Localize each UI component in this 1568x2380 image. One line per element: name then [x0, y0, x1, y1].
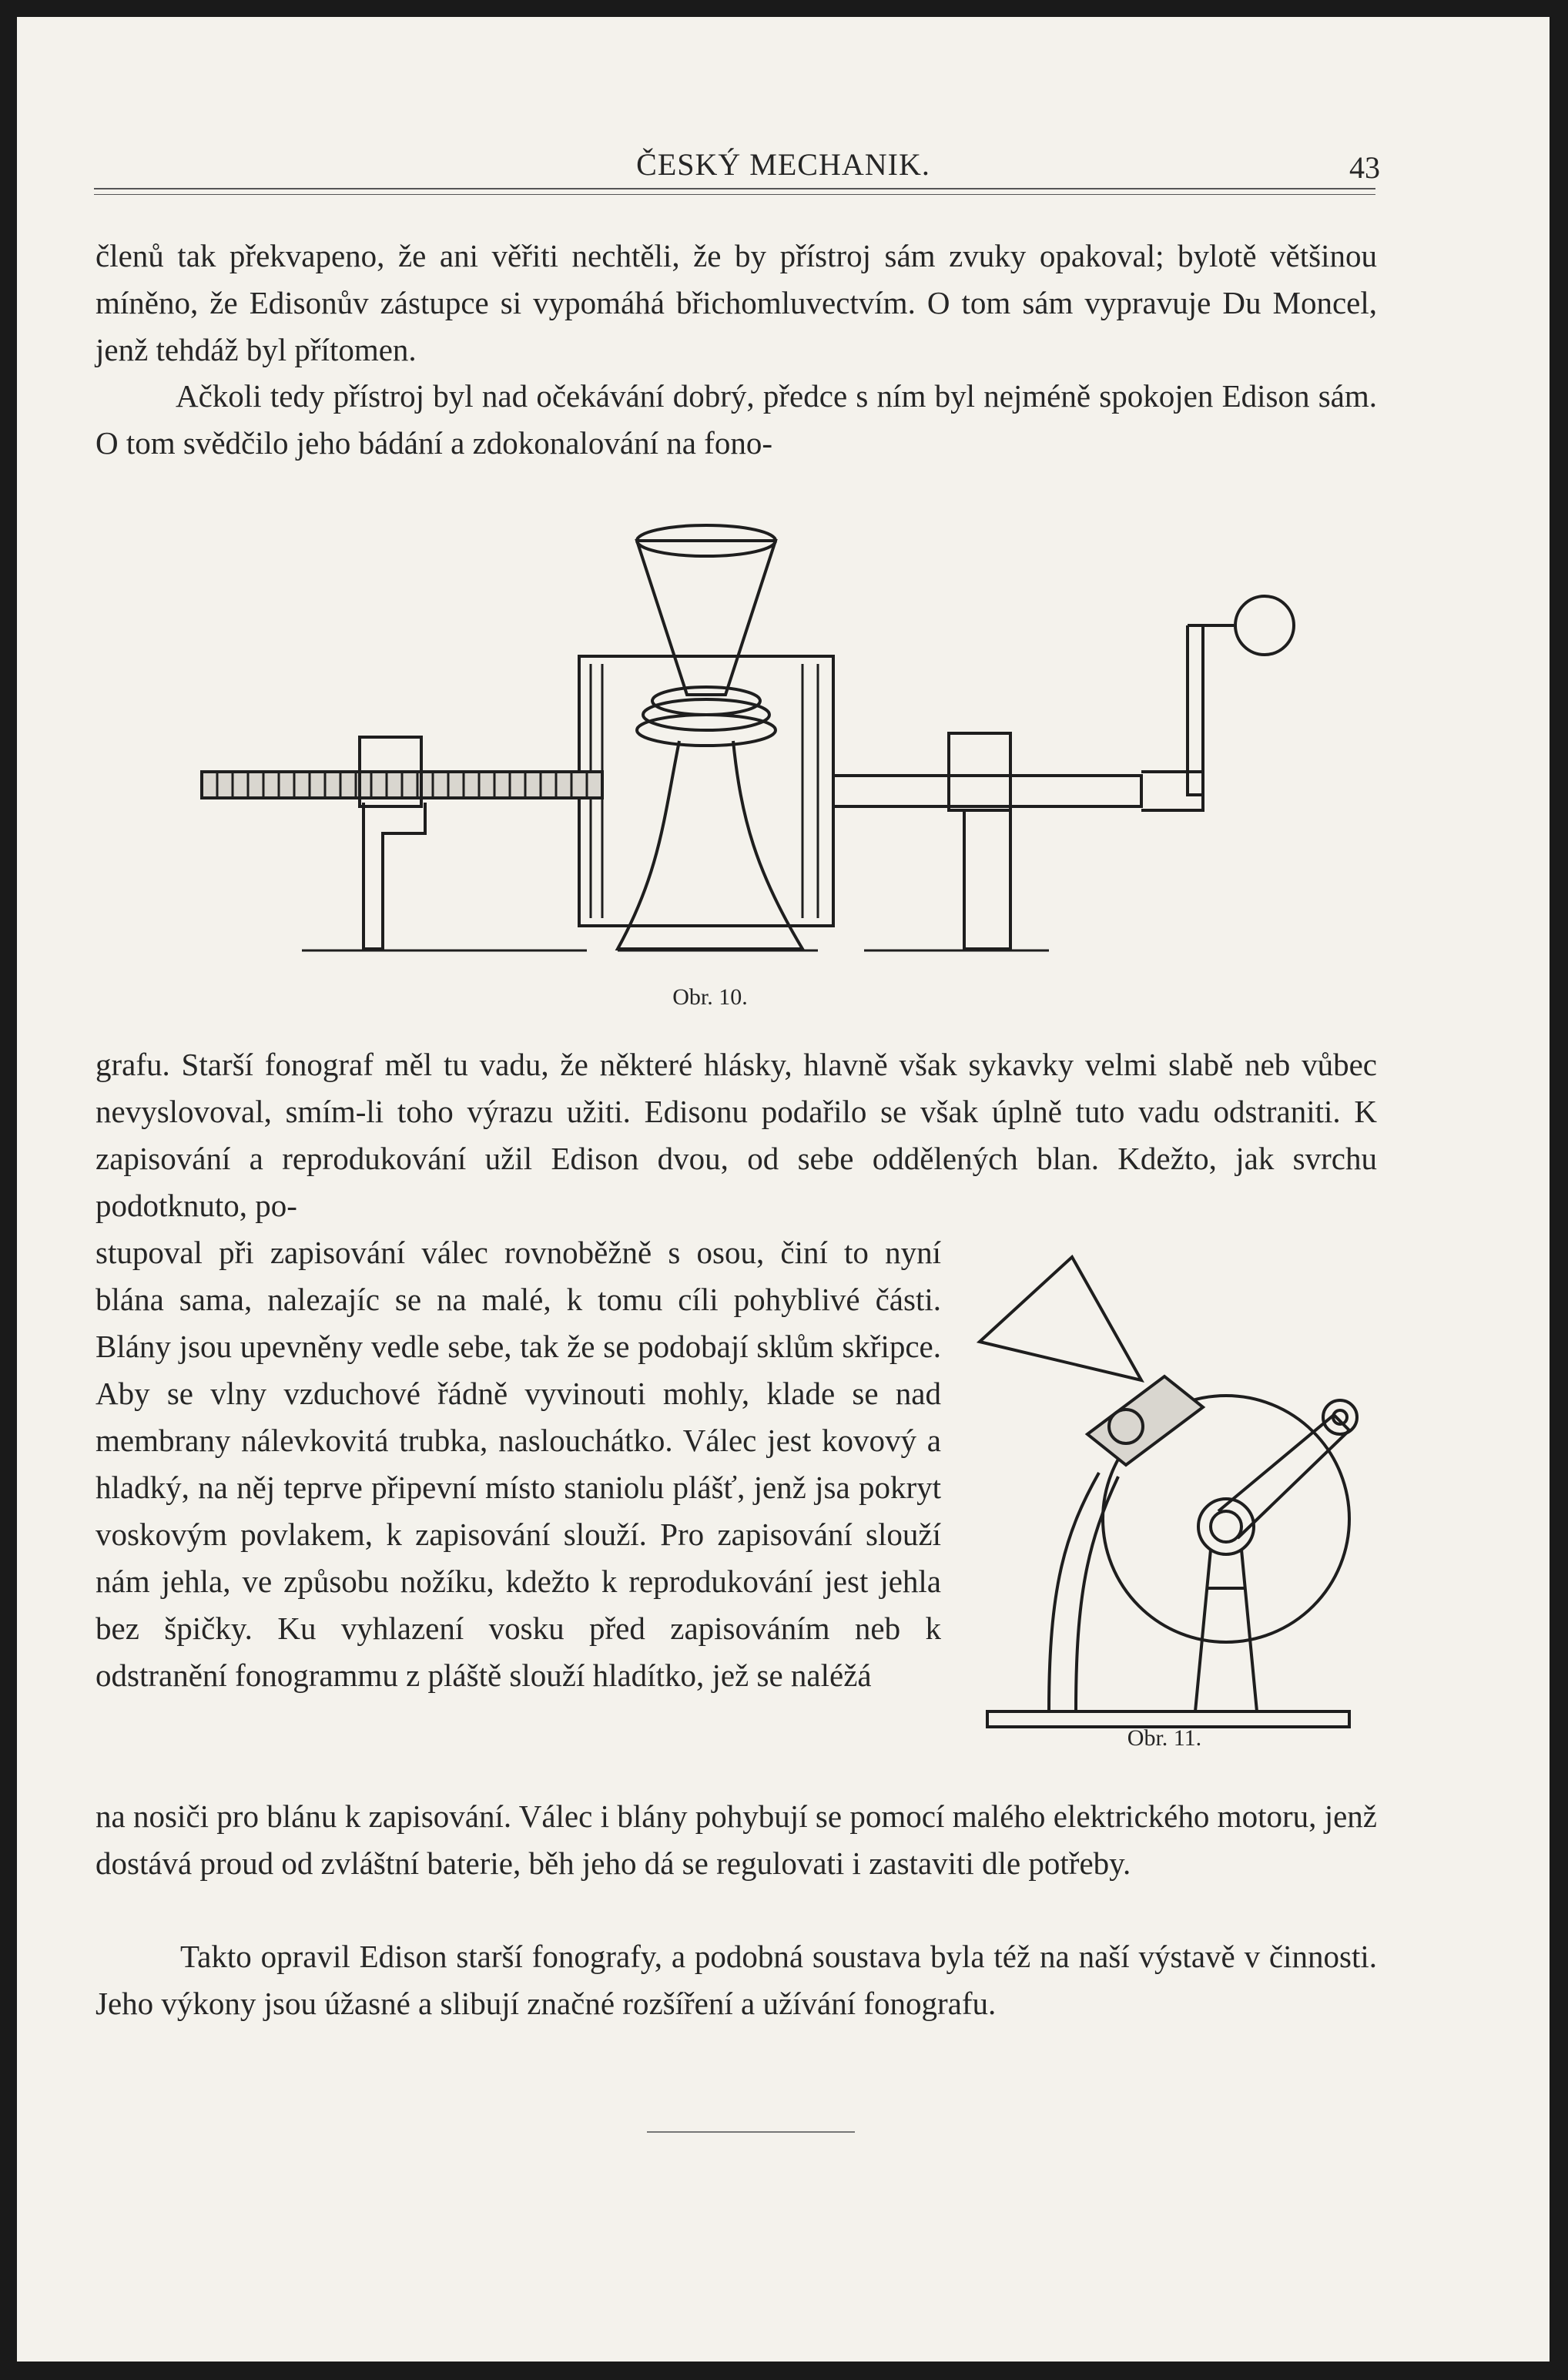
figure-11-caption: Obr. 11.	[1127, 1725, 1202, 1751]
book-page	[17, 17, 1550, 2362]
figure-10-phonograph-drawing	[186, 510, 1342, 987]
figure-11-phonograph-drawing	[972, 1242, 1372, 1735]
closing-rule	[647, 2131, 855, 2133]
figure-10-caption: Obr. 10.	[672, 984, 748, 1010]
paragraph-4: Takto opravil Edison starší fonografy, a podobná soustava byla též na naší výstavě v činnosti. Jeho výkony jsou úžasné a slibují značné rozšíření a užívání fonografu.	[95, 1939, 1377, 2021]
header-rule	[94, 188, 1375, 189]
paragraph-2: Ačkoli tedy přístroj byl nad očekávání dobrý, předce s ním byl nejméně spokojen Edison sám. O tom svědčilo jeho bádání a zdokonalování na fono-	[95, 378, 1377, 461]
paragraph-3: grafu. Starší fonograf měl tu vadu, že některé hlásky, hlavně však sykavky velmi slabě neb vůbec nevyslovoval, smím-li toho výrazu užiti. Edisonu podařilo se však úplně tuto vadu odstraniti. K zapisování a reprodukování užil Edison dvou, od sebe oddělených blan. Kdežto, jak svrchu podotknuto, po-	[95, 1047, 1377, 1223]
paragraph-1: členů tak překvapeno, že ani věřiti nechtěli, že by přístroj sám zvuky opakoval; bylotě většinou míněno, že Edisonův zástupce si vypomáhá břichomluvectvím. O tom sám vypravuje Du Moncel, jenž tehdáž byl přítomen.	[95, 238, 1377, 367]
page-number: 43	[1349, 150, 1380, 185]
header-rule-thin	[94, 194, 1375, 195]
paragraph-3-continued: stupoval při zapisování válec rovnoběžně s osou, činí to nyní blána sama, nalezajíc se na malé, k tomu cíli pohyblivé části. Blány jsou upevněny vedle sebe, tak že se podobají sklům skřipce. Aby se vlny vzduchové řádně vyvinouti mohly, klade se nad membrany nálevkovitá trubka, naslouchátko. Válec jest kovový a hladký, na něj teprve připevní místo staniolu plášť, jenž jsa pokryt voskovým povlakem, k zapisování slouží. Pro zapisování slouží nám jehla, ve způsobu nožíku, kdežto k reprodukování jest jehla bez špičky. Ku vyhlazení vosku před zapisováním neb k odstranění fonogrammu z pláště slouží hladítko, jež se naléžá	[95, 1235, 941, 1693]
running-head: ČESKÝ MECHANIK.	[636, 147, 930, 182]
paragraph-3-end: na nosiči pro blánu k zapisování. Válec i blány pohybují se pomocí malého elektrického motoru, jenž dostává proud od zvláštní baterie, běh jeho dá se regulovati i zastaviti dle potřeby.	[95, 1798, 1377, 1881]
